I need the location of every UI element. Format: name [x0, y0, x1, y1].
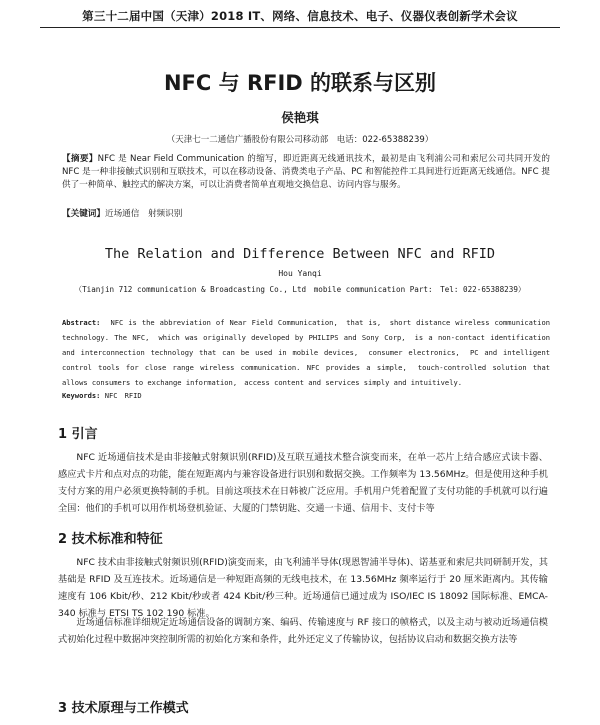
chinese-abstract: [62, 153, 550, 192]
english-title: The Relation and Difference Between NFC and RFID: [104, 246, 496, 262]
english-abstract: [62, 315, 550, 390]
chinese-keywords: [62, 207, 550, 219]
english-keywords-text: NFC RFID: [104, 391, 142, 400]
section-heading-introduction: 1 引言: [58, 427, 98, 442]
chinese-keywords-label: 【关键词】: [62, 209, 105, 219]
chinese-title: NFC 与 RFID 的联系与区别: [163, 71, 437, 95]
english-affiliation: （Tianjin 712 communication & Broadcasting Co., Ltd mobile communication Part: Tel: 022-65388239）: [74, 285, 526, 294]
paragraph-introduction: NFC 近场通信技术是由非接触式射频识别(RFID)及互联互通技术整合演变而来，在单一芯片上结合感应式读卡器、感应式卡片和点对点的功能，能在短距离内与兼容设备进行识别和数据交换。工作频率为 13.56MHz。但是使用这种手机支付方案的用户必须更换特制的手机。目前这项技术在日韩被广泛应用。手机用户凭着配置了支付功能的手机就可以行遍全国：他们的手机可以用作机场登机验证、大厦的门禁钥匙、交通一卡通、信用卡、支付卡等: [58, 452, 548, 514]
running-header: 第三十二届中国（天津）2018 IT、网络、信息技术、电子、仪器仪表创新学术会议: [82, 9, 518, 23]
chinese-affiliation: （天津七一二通信广播股份有限公司移动部 电话：022-65388239）: [166, 135, 434, 145]
chinese-author: 侯艳琪: [281, 110, 319, 125]
chinese-abstract-label: 【摘要】: [62, 154, 98, 164]
section-heading-standards: 2 技术标准和特征: [58, 532, 163, 547]
section-heading-principles: 3 技术原理与工作模式: [58, 701, 189, 716]
english-author: Hou Yanqi: [278, 269, 322, 278]
paragraph-standards-2: 近场通信标准详细规定近场通信设备的调制方案、编码、传输速度与 RF 接口的帧格式，以及主动与被动近场通信模式初始化过程中数据冲突控制所需的初始化方案和条件，此外还定义了传输协议，包括协议启动和数据交换方法等: [58, 617, 548, 645]
chinese-abstract-text: NFC 是 Near Field Communication 的缩写，即近距离无线通讯技术，最初是由飞利浦公司和索尼公司共同开发的 NFC 是一种非接触式识别和互联技术，可以在移动设备、消费类电子产品、PC 和智能控件工具间进行近距离无线通信。NFC 提供了一种简单、触控式的解决方案，可以让消费者简单直观地交换信息、访问内容与服务。: [62, 154, 550, 190]
english-abstract-label: Abstract:: [62, 318, 101, 327]
header-rule: [40, 27, 560, 28]
chinese-keywords-text: 近场通信 射频识别: [104, 209, 183, 219]
english-keywords-label: Keywords:: [62, 391, 101, 400]
paragraph-standards-1: NFC 技术由非接触式射频识别(RFID)演变而来，由飞利浦半导体(现恩智浦半导体)、诺基亚和索尼共同研制开发，其基础是 RFID 及互连技术。近场通信是一种短距高频的无线电技术，在 13.56MHz 频率运行于 20 厘米距离内。其传输速度有 106 Kbit/秒、212 Kbit/秒或者 424 Kbit/秒三种。近场通信已通过成为 ISO/IEC IS 18092 国际标准、EMCA-340 标准与 ETSI TS 102 190 标准。: [58, 557, 548, 619]
english-abstract-text: NFC is the abbreviation of Near Field Communication, that is, short distance wireless communication technology. The NFC, which was originally developed by PHILIPS and Sony Corp, is a non-contact identification and interconnection technology that can be used in mobile devices, consumer electronics, PC and intelligent control tools for close range wireless communication. NFC provides a simple, touch-controlled solution that allows consumers to exchange information, access content and services simply and intuitively.: [62, 318, 550, 387]
english-keywords: [62, 391, 550, 401]
